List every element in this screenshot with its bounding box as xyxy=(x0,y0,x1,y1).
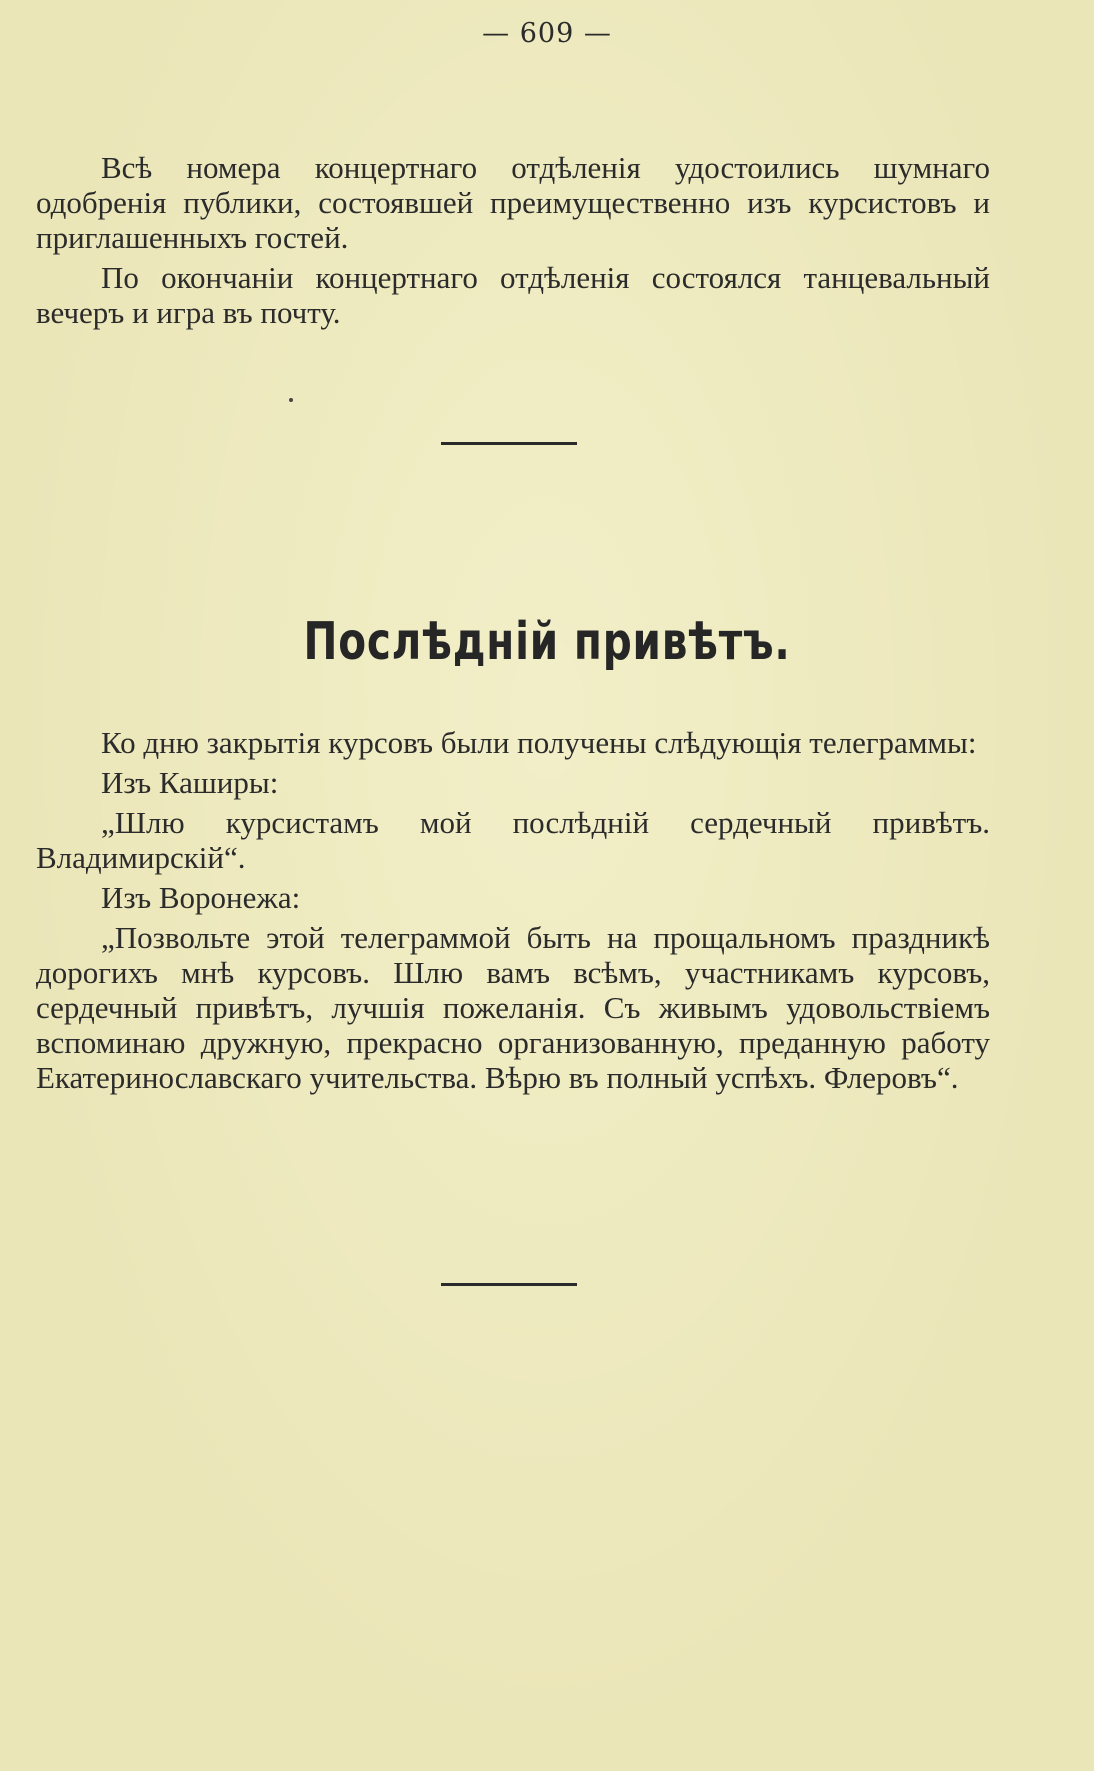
section-divider-bottom xyxy=(441,1283,577,1286)
intro-section xyxy=(36,150,990,330)
intro-paragraph-2: По окончаніи концертнаго отдѣленія состоялся танцевальный вечеръ и игра въ почту. xyxy=(36,260,990,330)
telegram-origin-1: Изъ Каширы: xyxy=(101,765,279,800)
section-divider-top xyxy=(441,442,577,445)
page-number: — 609 — xyxy=(482,18,612,49)
article-paragraph-intro: Ко дню закрытія курсовъ были получены слѣдующія телеграммы: xyxy=(101,725,977,760)
telegram-origin-2: Изъ Воронежа: xyxy=(101,880,301,915)
article-body xyxy=(36,725,990,1095)
speck xyxy=(289,398,293,402)
telegram-text-1: „Шлю курсистамъ мой послѣдній сердечный привѣтъ. Владимирскій“. xyxy=(36,805,990,875)
telegram-text-2: „Позвольте этой телеграммой быть на прощальномъ праздникѣ дорогихъ мнѣ курсовъ. Шлю вамъ всѣмъ, участникамъ курсовъ, сердечный привѣтъ, лучшія пожеланія. Съ живымъ удовольствіемъ вспоминаю дружную, прекрасно организованную, преданную работу Екатеринославскаго учительства. Вѣрю въ полный успѣхъ. Флеровъ“. xyxy=(36,920,990,1095)
intro-paragraph-1: Всѣ номера концертнаго отдѣленія удостоились шумнаго одобренія публики, состоявшей преимущественно изъ курсистовъ и приглашенныхъ гостей. xyxy=(36,150,990,255)
article-title: Послѣдній привѣтъ. xyxy=(303,612,791,672)
